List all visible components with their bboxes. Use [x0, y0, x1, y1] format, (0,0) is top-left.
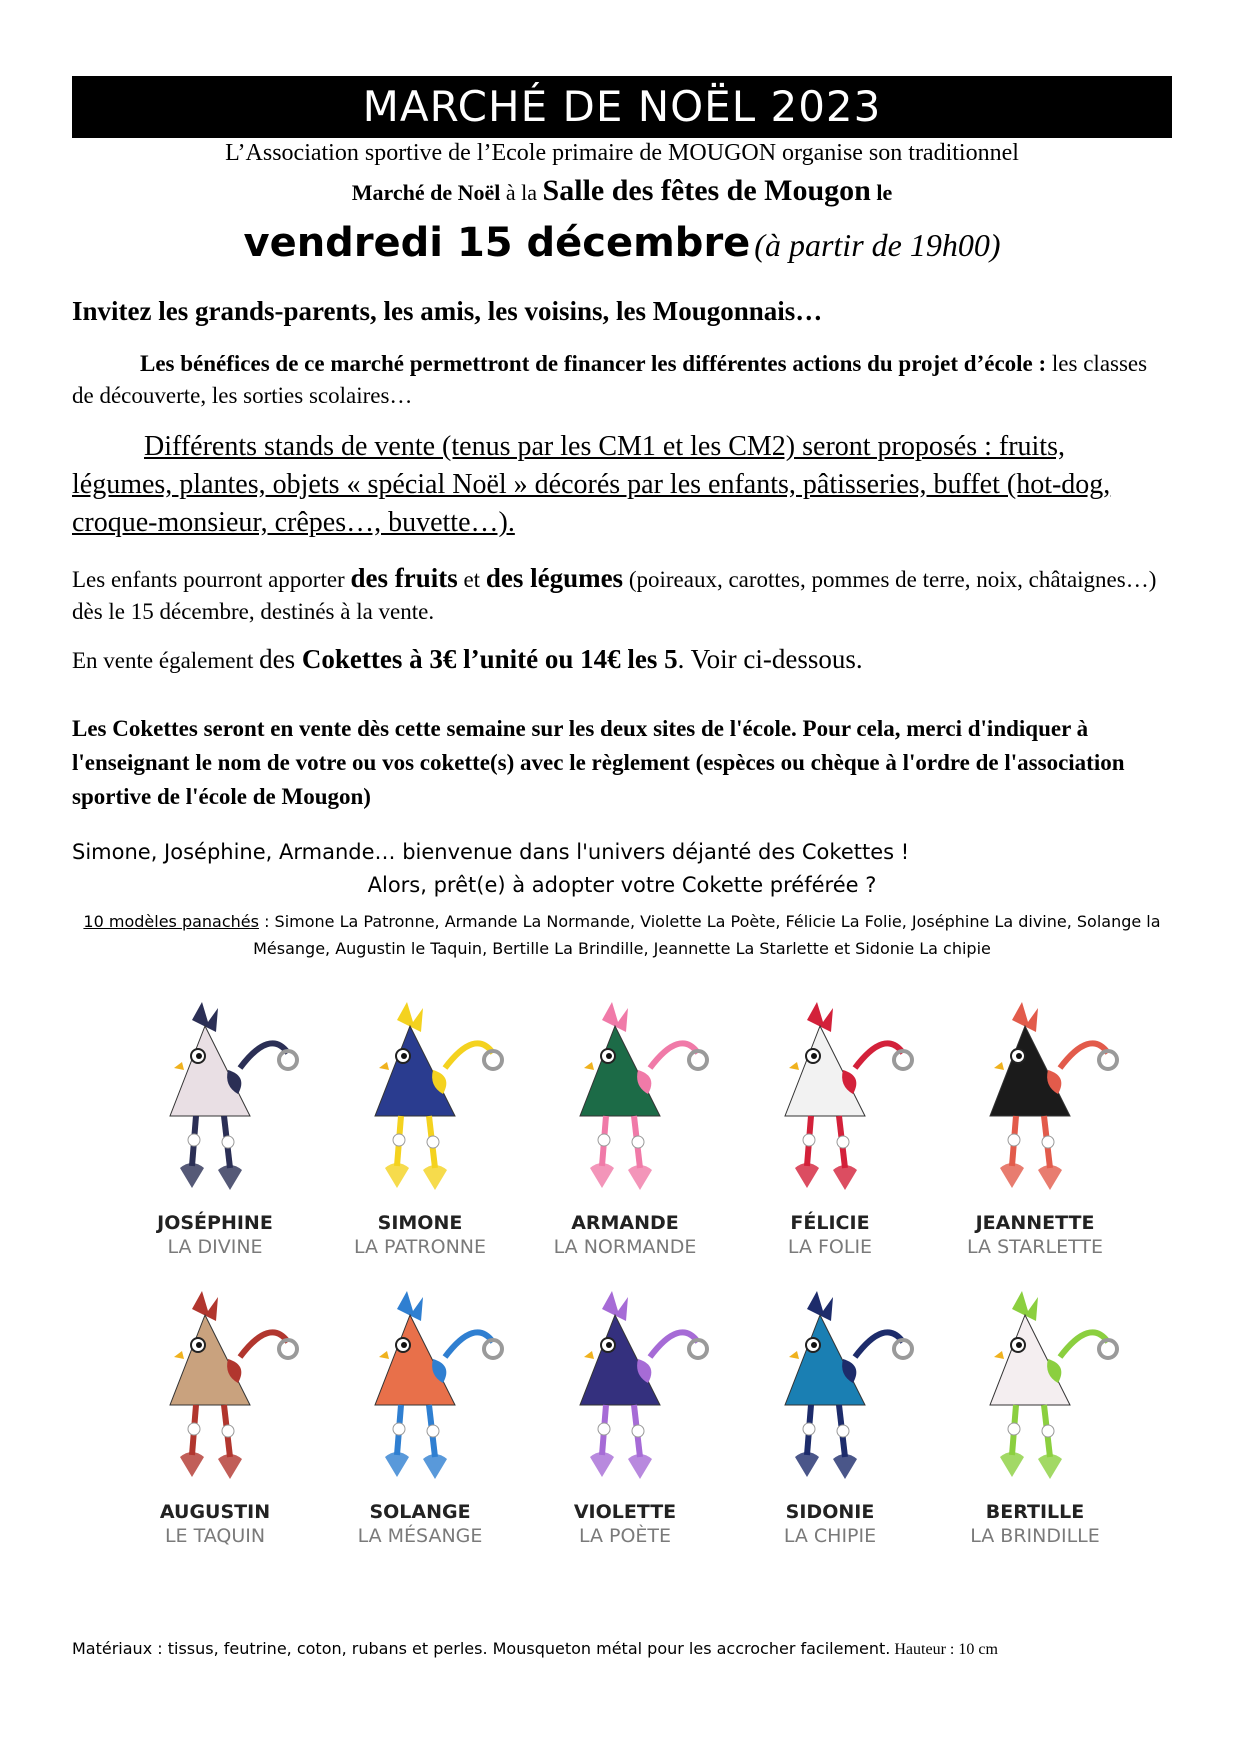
- cokette-name: JEANNETTE: [975, 1212, 1095, 1234]
- cokettes-notice: Les Cokettes seront en vente dès cette semaine sur les deux sites de l'école. Pour cela, merci d'indiquer à l'enseignant le nom de votre ou vos cokette(s) avec le règlement (espèces ou chèque à l'ordre de l'association sportive de l'école de Mougon): [72, 716, 1125, 809]
- cokette-card: [325, 998, 515, 1258]
- cokette-illustration: [940, 1287, 1130, 1497]
- cokette-card: [120, 998, 310, 1258]
- cokette-name: JOSÉPHINE: [157, 1212, 273, 1234]
- welcome-line-2: Alors, prêt(e) à adopter votre Cokette préférée ?: [367, 873, 877, 897]
- cokette-name: SIMONE: [377, 1212, 463, 1234]
- sale-price: Cokettes à 3€ l’unité ou 14€ les 5: [301, 644, 678, 674]
- cokette-title: LA NORMANDE: [553, 1236, 697, 1258]
- venue-line: [72, 174, 1172, 208]
- venue-le: le: [870, 180, 893, 205]
- venue-join: à la: [500, 180, 543, 205]
- cokette-card: [940, 1287, 1130, 1547]
- cokette-name: ARMANDE: [571, 1212, 679, 1234]
- models-names: : Simone La Patronne, Armande La Normande, Violette La Poète, Félicie La Folie, Joséphine La divine, Solange la Mésange, Augustin le Taquin, Bertille La Brindille, Jeannette La Starlette et Sidonie La chipie: [253, 912, 1161, 958]
- cokette-title: LA PATRONNE: [353, 1236, 487, 1258]
- kids-e: (poireaux, carottes, pommes de terre, noix, châtaignes…) dès le 15 décembre, destinés à la vente.: [72, 567, 1157, 624]
- cokette-illustration: [940, 998, 1130, 1208]
- benefits-paragraph: [72, 348, 1172, 412]
- cokette-illustration: [120, 998, 310, 1208]
- cokette-illustration: [735, 1287, 925, 1497]
- sale-b: des: [259, 644, 302, 674]
- benefits-rest: les classes de découverte, les sorties scolaires…: [72, 351, 1148, 408]
- venue-place: Salle des fêtes de Mougon: [542, 174, 871, 207]
- materials-note: [72, 1639, 1172, 1659]
- sale-a: En vente également: [72, 648, 260, 673]
- intro-text: L’Association sportive de l’Ecole primaire de MOUGON organise son traditionnel: [225, 140, 1019, 166]
- venue-event: Marché de Noël: [351, 180, 501, 205]
- cokette-card: [940, 998, 1130, 1258]
- cokette-name: VIOLETTE: [573, 1501, 677, 1523]
- welcome-line-1: Simone, Joséphine, Armande… bienvenue dans l'univers déjanté des Cokettes !: [72, 840, 910, 864]
- cokette-card: [735, 998, 925, 1258]
- models-list: [72, 908, 1172, 962]
- cokette-illustration: [325, 1287, 515, 1497]
- materials-text: Matériaux : tissus, feutrine, coton, rubans et perles. Mousqueton métal pour les accrocher facilement.: [72, 1639, 891, 1658]
- cokette-name: FÉLICIE: [790, 1212, 870, 1234]
- sale-d: . Voir ci-dessous.: [677, 644, 863, 674]
- cokette-title: LE TAQUIN: [164, 1525, 266, 1547]
- benefits-bold: Les bénéfices de ce marché permettront de financer les différentes actions du projet d’école :: [140, 351, 1047, 376]
- models-label: 10 modèles panachés: [83, 912, 259, 931]
- cokettes-row-2: [120, 1287, 1130, 1547]
- stands-paragraph: Différents stands de vente (tenus par les CM1 et les CM2) seront proposés : fruits, légumes, plantes, objets « spécial Noël » décorés par les enfants, pâtisseries, buffet (hot-dog, croque-monsieur, crêpes…, buvette…).: [72, 431, 1111, 538]
- sale-line: [72, 644, 1172, 675]
- kids-a: Les enfants pourront apporter: [72, 567, 351, 592]
- cokette-card: [530, 1287, 720, 1547]
- cokette-illustration: [530, 998, 720, 1208]
- cokette-name: BERTILLE: [985, 1501, 1085, 1523]
- cokette-title: LA FOLIE: [787, 1236, 873, 1258]
- cokette-title: LA BRINDILLE: [970, 1525, 1100, 1547]
- event-time: (à partir de 19h00): [754, 227, 1001, 263]
- kids-c: et: [457, 567, 486, 592]
- kids-fruits: des fruits: [350, 563, 458, 593]
- cokette-card: [120, 1287, 310, 1547]
- page-title: MARCHÉ DE NOËL 2023: [72, 76, 1172, 138]
- cokette-title: LA MÉSANGE: [357, 1525, 483, 1547]
- event-date: vendredi 15 décembre: [243, 220, 751, 266]
- cokette-illustration: [120, 1287, 310, 1497]
- cokette-title: LA STARLETTE: [967, 1236, 1103, 1258]
- cokette-card: [325, 1287, 515, 1547]
- cokette-title: LA CHIPIE: [783, 1525, 877, 1547]
- cokette-title: LA DIVINE: [167, 1236, 263, 1258]
- cokette-name: SOLANGE: [369, 1501, 471, 1523]
- cokette-card: [735, 1287, 925, 1547]
- cokette-card: [530, 998, 720, 1258]
- materials-height: Hauteur : 10 cm: [890, 1641, 998, 1658]
- cokettes-row-1: [120, 998, 1130, 1258]
- kids-paragraph: [72, 562, 1172, 628]
- cokette-illustration: [530, 1287, 720, 1497]
- kids-vegetables: des légumes: [485, 563, 624, 593]
- cokette-name: AUGUSTIN: [159, 1501, 271, 1523]
- cokette-title: LA POÈTE: [578, 1525, 672, 1547]
- cokette-illustration: [325, 998, 515, 1208]
- cokette-name: SIDONIE: [785, 1501, 875, 1523]
- date-line: [72, 220, 1172, 266]
- cokette-illustration: [735, 998, 925, 1208]
- invite-text: Invitez les grands-parents, les amis, les voisins, les Mougonnais…: [72, 296, 823, 326]
